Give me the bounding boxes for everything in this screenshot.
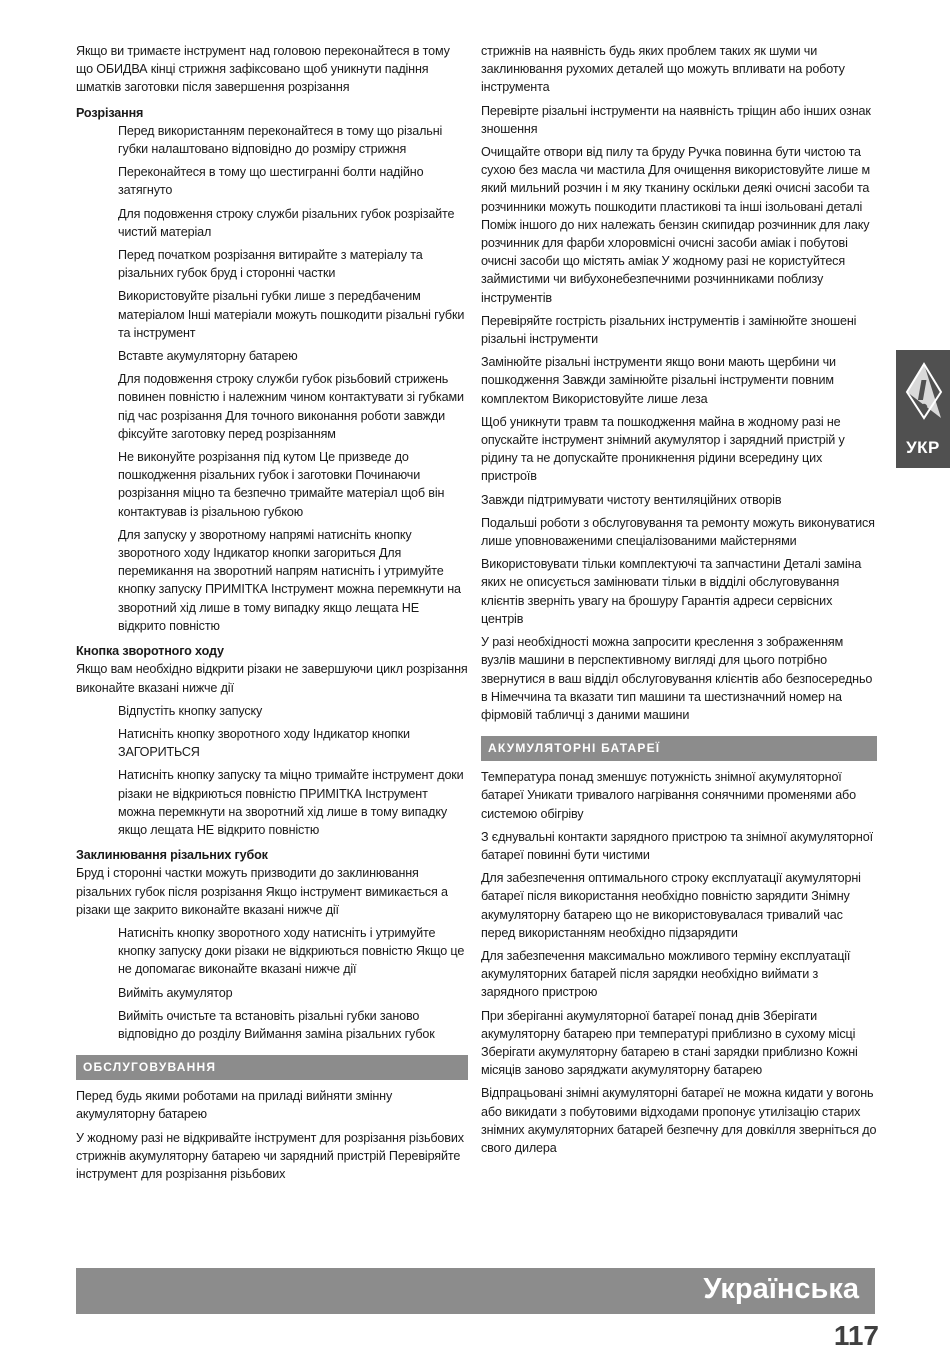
- service-paragraph: У жодному разі не відкривайте інструмент для розрізання різьбових стрижнів акумуляторну батарею чи зарядний пристрій Перевіряйте інструмент для розрізання різьбових: [76, 1130, 464, 1181]
- warning-icon: [903, 360, 945, 422]
- reverse-heading: Кнопка зворотного ходу: [76, 644, 224, 659]
- battery-paragraph: Для забезпечення максимально можливого терміну експлуатації акумуляторних батарей після зарядки необхідно виймати з зарядного пристрою: [481, 948, 851, 1000]
- cutting-item: Для подовження строку служби різальних губок розрізайте чистий матеріал: [118, 206, 455, 239]
- maintenance-paragraph: Завжди підтримувати чистоту вентиляційних отворів: [481, 492, 782, 507]
- reverse-item: Натисніть кнопку зворотного ходу Індикатор кнопки ЗАГОРИТЬСЯ: [118, 726, 410, 760]
- maintenance-paragraph: стрижнів на наявність будь яких проблем таких як шуми чи заклинювання рухомих деталей що можуть впливати на роботу інструмента: [481, 44, 845, 95]
- jam-item: Вийміть акумулятор: [118, 985, 233, 1000]
- battery-paragraph: При зберіганні акумуляторної батареї понад днів Зберігати акумуляторну батарею при температурі приблизно в сухому місці Зберігати акумуляторну батарею в стані зарядки приблизно Кожні місяців заново заряджати акумуляторну батарею: [481, 1008, 858, 1078]
- battery-paragraph: Температура понад зменшує потужність знімної акумуляторної батареї Уникати тривалого нагрівання сонячними променями або системою обігріву: [481, 770, 856, 821]
- right-column: [481, 42, 877, 1162]
- maintenance-paragraph: Перевірте різальні інструменти на наявність тріщин або інших ознак зношення: [481, 103, 871, 136]
- maintenance-paragraph: Щоб уникнути травм та пошкодження майна в жодному разі не опускайте інструмент знімний акумулятор і зарядний пристрій у рідину та не допускайте проникнення рідини всередину цих пристроїв: [481, 414, 845, 484]
- maintenance-paragraph: Подальші роботи з обслуговування та ремонту можуть виконуватися лише уповноваженими спеціалізованими майстернями: [481, 515, 875, 549]
- jam-item: Натисніть кнопку зворотного ходу натисніть і утримуйте кнопку запуску доки різаки не відкриються повністю Якщо це не допомагає виконайте вказані нижче дії: [118, 925, 465, 977]
- intro-paragraph: Якщо ви тримаєте інструмент над головою переконайтеся в тому що ОБИДВА кінці стрижня зафіксовано щоб уникнути падіння шматків заготовки після завершення розрізання: [76, 44, 450, 95]
- jam-heading: Заклинювання різальних губок: [76, 848, 268, 863]
- cutting-item: Не виконуйте розрізання під кутом Це призведе до пошкодження різальних губок і заготовки Починаючи розрізання міцно та безпечно тримайте матеріал щоб він контактував із різальною губкою: [118, 450, 445, 519]
- side-tab-label: УКР: [906, 438, 940, 457]
- battery-paragraph: Відпрацьовані знімні акумуляторні батареї не можна кидати у вогонь або викидати з побутовими відходами пропонує утилізацію старих знімних акумуляторних батарей безпечну для довкілля зверніться до свого дилера: [481, 1086, 877, 1155]
- cutting-item: Перед початком розрізання витирайте з матеріалу та різальних губок бруд і сторонні частки: [118, 248, 423, 281]
- maintenance-paragraph: У разі необхідності можна запросити креслення з зображенням вузлів машини в перспективному вигляді для цього потрібно звернутися в ваш відділ обслуговування клієнтів або безпосередньо в Німеччина та вказати тип машини та шестизначний номер на фірмовій табличці з даними машини: [481, 635, 873, 722]
- reverse-item: Відпустіть кнопку запуску: [118, 703, 263, 718]
- cutting-heading: Розрізання: [76, 105, 144, 120]
- maintenance-paragraph: Використовувати тільки комплектуючі та запчастини Деталі заміна яких не описується замінювати тільки в відділі обслуговування клієнтів зверніть увагу на брошуру Гарантія адреси сервісних центрів: [481, 557, 862, 626]
- language-side-tab: [896, 350, 950, 468]
- cutting-item: Для подовження строку служби губок різьбовий стрижень повинен повністю і належним чином контактувати зі губками під час розрізання Для точного виконання роботи завжди фіксуйте заготовку перед розрізанням: [118, 372, 464, 441]
- battery-paragraph: З єднувальні контакти зарядного пристрою та знімної акумуляторної батареї повинні бути чистими: [481, 829, 873, 862]
- jam-intro: Бруд і сторонні частки можуть призводити до заклинювання різальних губок після розрізання Якщо інструмент вимикається а різаки ще закрито виконайте вказані нижче дії: [76, 866, 448, 917]
- maintenance-paragraph: Очищайте отвори від пилу та бруду Ручка повинна бути чистою та сухою без масла чи мастила Для очищення використовуйте лише м який мильний розчин і м яку тканину оскільки деякі очисні засоби та розчинники можуть пошкодити пластикові та інші ізольовані деталі Поміж іншого до них належать бензин скипидар розчинник для лаку розчинник для фарби хлоровмісні очисні засоби аміак і побутові очисні засоби що містять аміак У жодному разі не користуйтеся займистими чи вибухонебезпечними розчинниками поблизу інструментів: [481, 145, 870, 305]
- jam-item: Вийміть очистьте та встановіть різальні губки заново відповідно до розділу Виймання заміна різальних губок: [118, 1008, 435, 1041]
- cutting-item: Вставте акумуляторну батарею: [118, 349, 298, 364]
- maintenance-paragraph: Замінюйте різальні інструменти якщо вони мають щербини чи пошкодження Завжди замінюйте різальні інструменти повним комплектом Використовуйте лише леза: [481, 355, 836, 406]
- cutting-item: Для запуску у зворотному напрямі натисніть кнопку зворотного ходу Індикатор кнопки загориться Для перемикання на зворотний напрям натисніть і утримуйте кнопку запуску ПРИМІТКА Інструмент можна перемкнути на зворотний хід лише в тому випадку якщо лещата НЕ відкрито повністю: [118, 527, 461, 633]
- battery-paragraph: Для забезпечення оптимального строку експлуатації акумуляторні батареї після використання необхідно повністю зарядити Знімну акумуляторну батарею що не використовувалася тривалий час перед використанням необхідно підзарядити: [481, 871, 861, 940]
- left-column: [76, 42, 468, 1188]
- footer-language-label: Українська: [703, 1273, 859, 1305]
- battery-section-band: АКУМУЛЯТОРНІ БАТАРЕЇ: [481, 736, 877, 761]
- cutting-item: Використовуйте різальні губки лише з передбаченим матеріалом Інші матеріали можуть пошкодити різальні губки та інструмент: [118, 289, 465, 340]
- footer-language-bar: [76, 1268, 875, 1314]
- maintenance-paragraph: Перевіряйте гострість різальних інструментів і замінюйте зношені різальні інструменти: [481, 313, 857, 347]
- service-paragraph: Перед будь якими роботами на приладі вийняти змінну акумуляторну батарею: [76, 1089, 393, 1122]
- service-section-band: ОБСЛУГОВУВАННЯ: [76, 1055, 468, 1080]
- reverse-item: Натисніть кнопку запуску та міцно тримайте інструмент доки різаки не відкриються повністю ПРИМІТКА Інструмент можна перемкнути на зворотний хід лише в тому випадку якщо лещата НЕ відкрито повністю: [118, 768, 464, 837]
- cutting-item: Переконайтеся в тому що шестигранні болти надійно затягнуто: [118, 165, 424, 198]
- reverse-intro: Якщо вам необхідно відкрити різаки не завершуючи цикл розрізання виконайте вказані нижче дії: [76, 662, 468, 695]
- cutting-item: Перед використанням переконайтеся в тому що різальні губки налаштовано відповідно до розміру стрижня: [118, 123, 443, 157]
- page-number: 117: [833, 1320, 879, 1351]
